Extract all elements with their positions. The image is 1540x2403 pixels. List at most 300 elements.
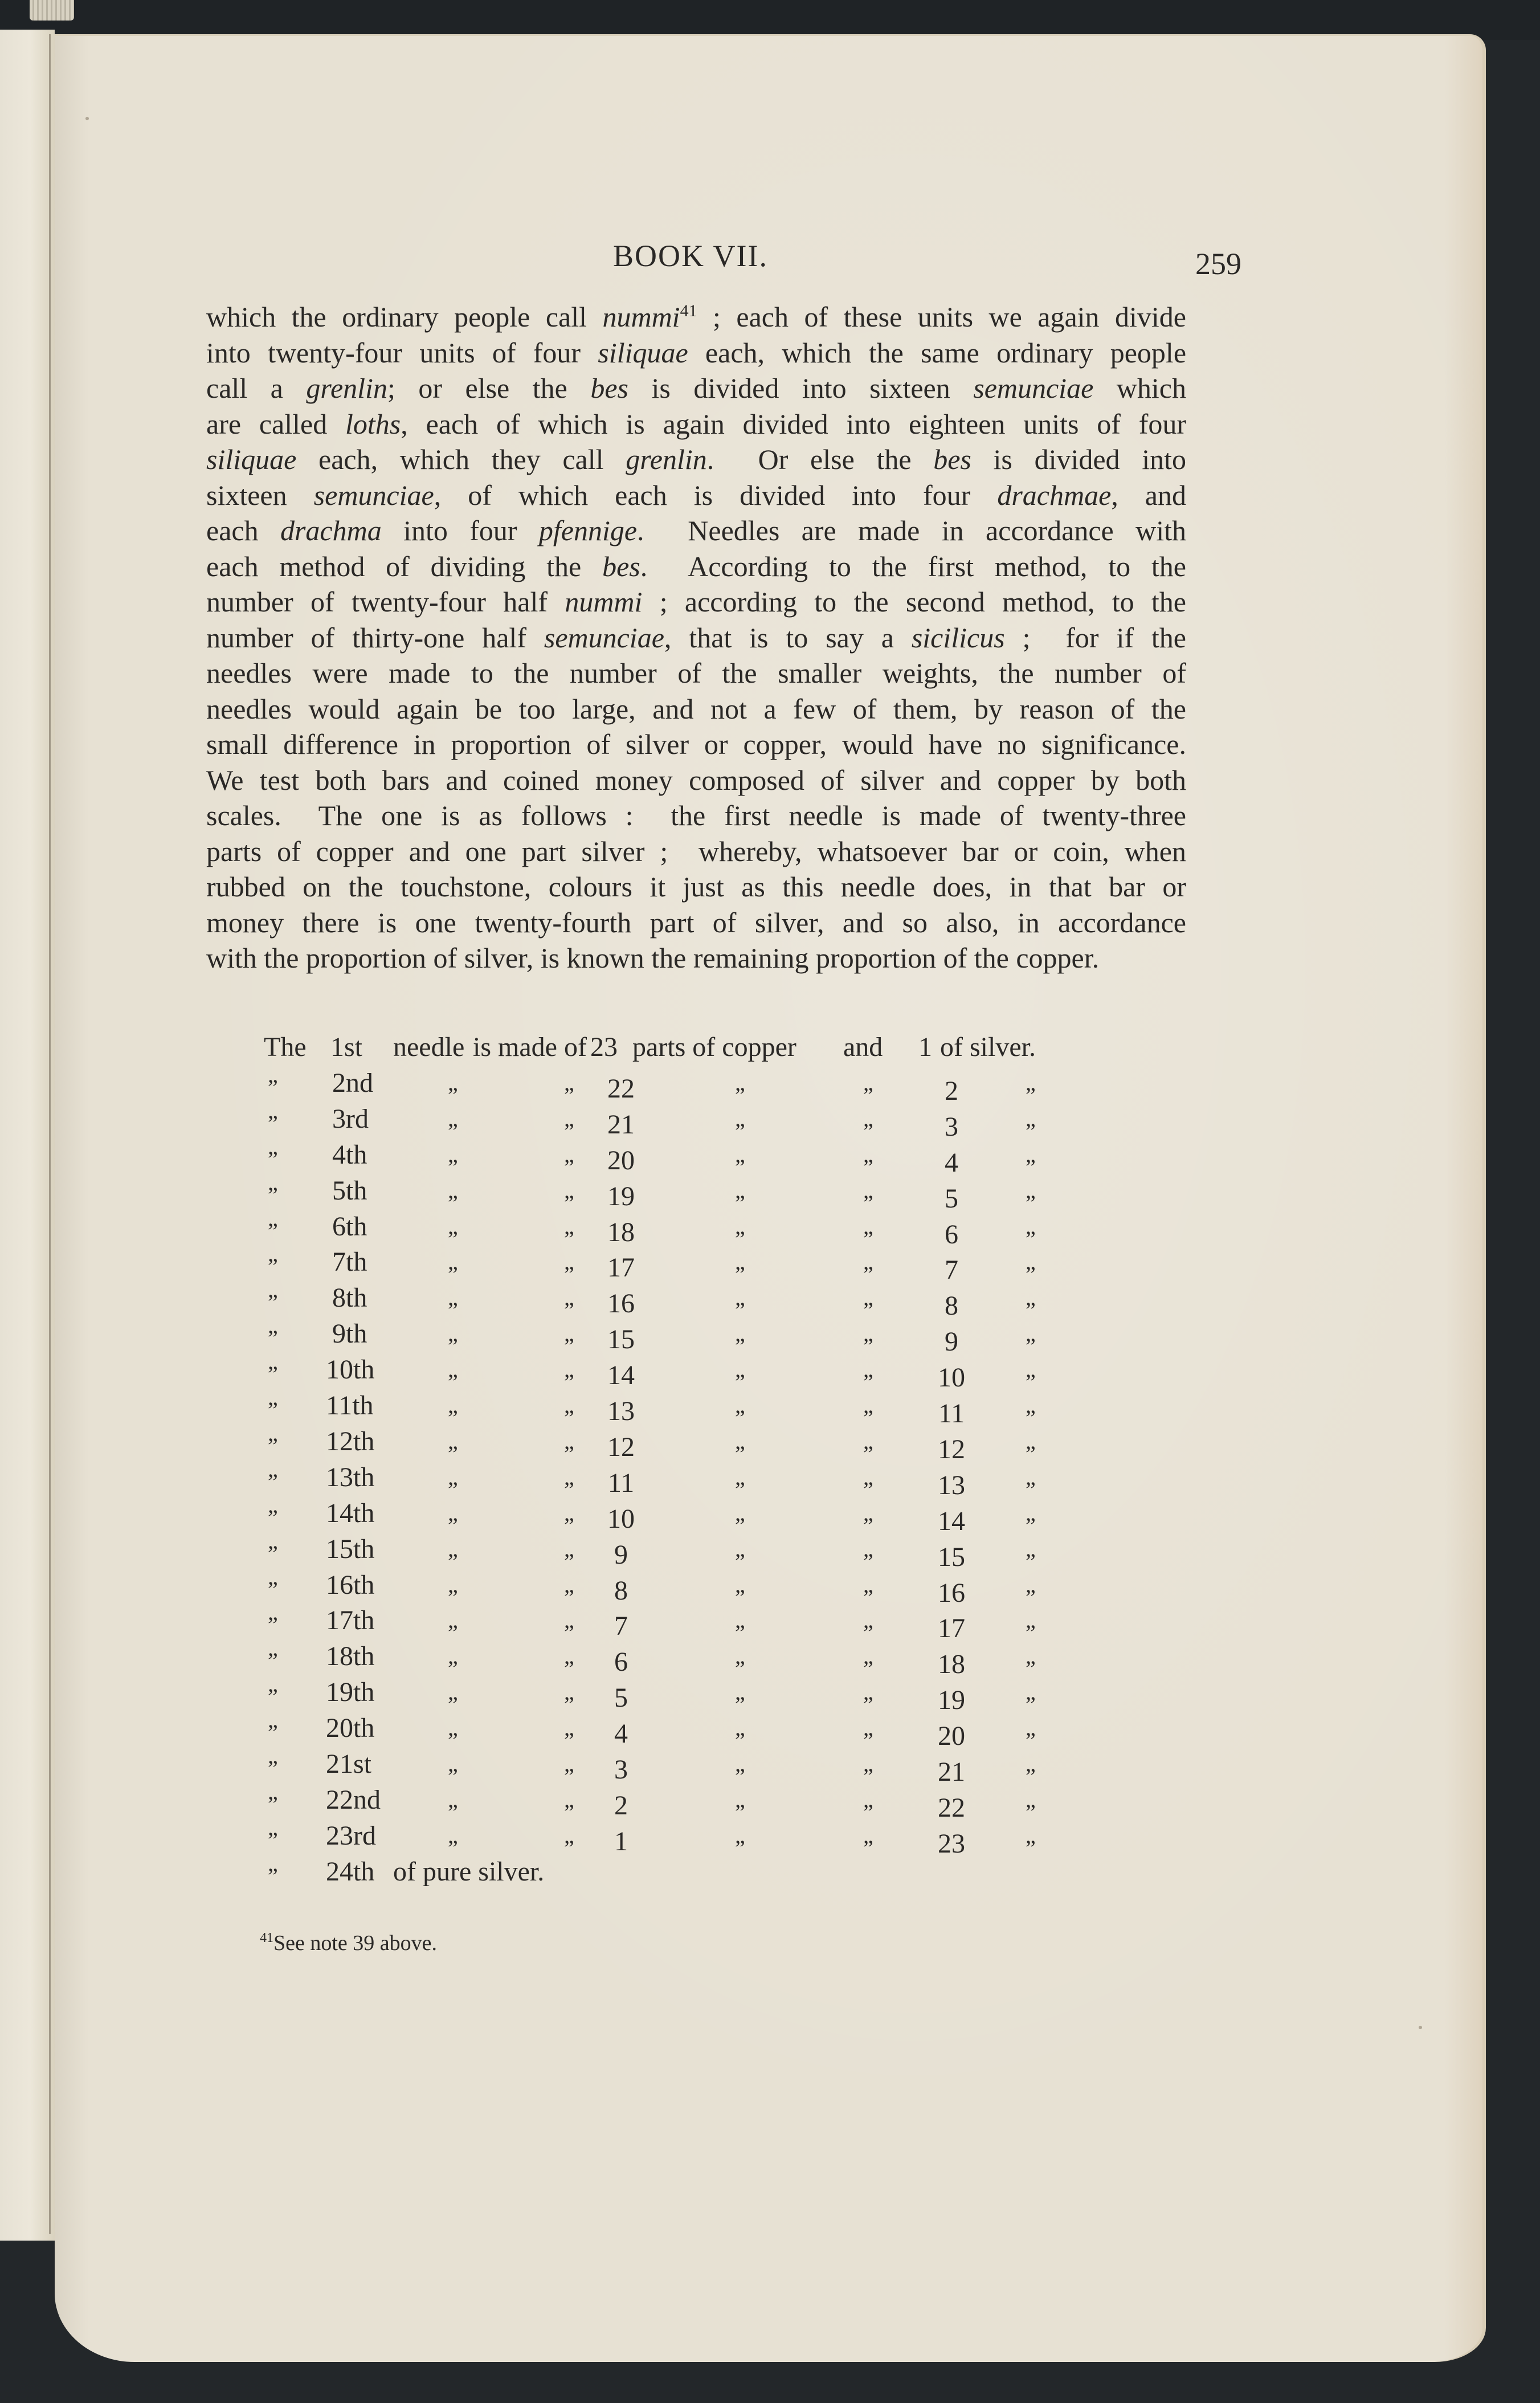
ditto-mark: ” — [735, 1082, 745, 1108]
ditto-mark: ” — [564, 1620, 574, 1646]
ditto-mark: ” — [1026, 1154, 1036, 1180]
text-run: is divided into — [971, 443, 1186, 475]
ditto-mark: ” — [448, 1656, 458, 1682]
ditto-mark: ” — [448, 1333, 458, 1360]
text-run: call a — [206, 372, 307, 404]
row-ordinal: 24th — [326, 1856, 375, 1887]
row-copper-parts: 2 — [614, 1790, 628, 1821]
table-row-last — [0, 1856, 1540, 1891]
ditto-mark: ” — [1026, 1262, 1036, 1288]
paper-speck — [85, 117, 89, 120]
row-ordinal: 8th — [332, 1283, 367, 1313]
latin-term: semunciae — [313, 479, 434, 511]
ditto-mark: ” — [448, 1512, 458, 1539]
ditto-mark: ” — [268, 1576, 278, 1602]
row-lead: The — [264, 1032, 307, 1062]
ditto-mark: ” — [564, 1333, 574, 1360]
ditto-mark: ” — [448, 1154, 458, 1180]
ditto-mark: ” — [564, 1226, 574, 1252]
table-row — [0, 1569, 1540, 1610]
ditto-mark: ” — [863, 1298, 873, 1324]
ditto-mark: ” — [268, 1361, 278, 1388]
ditto-mark: ” — [863, 1692, 873, 1718]
ditto-mark: ” — [863, 1476, 873, 1503]
ditto-mark: ” — [863, 1512, 873, 1539]
ditto-mark: ” — [735, 1799, 745, 1825]
latin-term: sicilicus — [911, 621, 1005, 654]
ditto-mark: ” — [1026, 1656, 1036, 1682]
row-copper-parts: 17 — [607, 1253, 635, 1283]
row-of-silver: of silver. — [940, 1032, 1036, 1062]
latin-term: siliquae — [598, 336, 688, 369]
table-row — [0, 1354, 1540, 1396]
ditto-mark: ” — [268, 1074, 278, 1100]
ditto-mark: ” — [735, 1441, 745, 1467]
text-run: needles would again be too large, and not a few of them, by reason of the — [206, 692, 1186, 725]
text-line — [206, 727, 1186, 762]
ditto-mark: ” — [1026, 1512, 1036, 1539]
text-line — [206, 478, 1186, 513]
ditto-mark: ” — [735, 1405, 745, 1431]
row-silver-parts: 16 — [938, 1577, 965, 1608]
row-silver-parts: 13 — [938, 1470, 965, 1500]
latin-term: bes — [933, 443, 971, 475]
row-silver-parts: 17 — [938, 1613, 965, 1644]
ditto-mark: ” — [564, 1656, 574, 1682]
row-copper-parts: 21 — [607, 1109, 635, 1140]
ditto-mark: ” — [564, 1405, 574, 1431]
ditto-mark: ” — [268, 1540, 278, 1566]
ditto-mark: ” — [268, 1863, 278, 1889]
row-ordinal: 4th — [332, 1139, 367, 1170]
ditto-mark: ” — [735, 1835, 745, 1861]
text-run: number of twenty-four half — [206, 586, 565, 618]
ditto-mark: ” — [1026, 1764, 1036, 1789]
text-line — [206, 905, 1186, 941]
table-row — [0, 1605, 1540, 1646]
text-run: with the proportion of silver, is known the remaining proportion of the copper. — [206, 942, 1100, 974]
row-copper-parts: 14 — [607, 1360, 635, 1391]
footnote-reference: 41 — [680, 301, 697, 320]
paper-speck — [1419, 2026, 1422, 2029]
text-run: which — [1093, 372, 1186, 404]
ditto-mark: ” — [268, 1110, 278, 1136]
ditto-mark: ” — [564, 1584, 574, 1610]
latin-term: grenlin — [626, 443, 707, 475]
latin-term: siliquae — [206, 443, 297, 475]
row-ordinal: 18th — [326, 1641, 375, 1672]
text-run: each, which the same ordinary people — [688, 336, 1187, 369]
ditto-mark: ” — [448, 1262, 458, 1288]
row-ordinal: 1st — [330, 1032, 363, 1062]
row-ordinal: 7th — [332, 1247, 367, 1278]
ditto-mark: ” — [735, 1226, 745, 1252]
ditto-mark: ” — [564, 1154, 574, 1180]
ditto-mark: ” — [1026, 1584, 1036, 1610]
ditto-mark: ” — [863, 1656, 873, 1682]
text-run: ; according to the second method, to the — [642, 586, 1187, 618]
ditto-mark: ” — [863, 1118, 873, 1144]
row-copper-parts: 19 — [607, 1181, 635, 1211]
table-row — [0, 1139, 1540, 1180]
row-silver-parts: 19 — [938, 1685, 965, 1716]
latin-term: bes — [602, 550, 640, 582]
row-copper-parts: 11 — [607, 1467, 635, 1498]
table-row — [0, 1103, 1540, 1144]
ditto-mark: ” — [1026, 1405, 1036, 1431]
ditto-mark: ” — [735, 1190, 745, 1216]
ditto-mark: ” — [268, 1468, 278, 1495]
running-head — [0, 238, 1540, 281]
table-row — [0, 1712, 1540, 1754]
row-ordinal: 11th — [326, 1390, 374, 1421]
ditto-mark: ” — [564, 1728, 574, 1754]
table-row — [0, 1318, 1540, 1360]
row-ordinal: 5th — [332, 1175, 367, 1206]
text-run: are called — [206, 407, 346, 440]
ditto-mark: ” — [268, 1325, 278, 1352]
ditto-mark: ” — [863, 1584, 873, 1610]
ditto-mark: ” — [448, 1799, 458, 1825]
ditto-mark: ” — [268, 1612, 278, 1638]
ditto-mark: ” — [1026, 1369, 1036, 1396]
latin-term: semunciae — [544, 621, 664, 654]
text-run: each — [206, 515, 280, 546]
latin-term: semunciae — [973, 372, 1094, 404]
row-pure-silver: of pure silver. — [393, 1856, 545, 1887]
ditto-mark: ” — [268, 1504, 278, 1531]
row-made-of: is made of — [473, 1032, 587, 1062]
text-line — [206, 762, 1186, 798]
text-run: sixteen — [206, 479, 314, 511]
row-silver-parts: 9 — [945, 1327, 958, 1357]
text-run: ; for if the — [1004, 621, 1186, 654]
body-paragraph — [206, 299, 1186, 976]
ditto-mark: ” — [268, 1720, 278, 1746]
text-line — [206, 834, 1186, 870]
table-row — [0, 1462, 1540, 1503]
ditto-mark: ” — [735, 1369, 745, 1396]
row-copper-parts: 23 — [590, 1032, 618, 1062]
row-copper-parts: 8 — [614, 1575, 628, 1606]
table-row — [0, 1676, 1540, 1718]
ditto-mark: ” — [735, 1333, 745, 1360]
ditto-mark: ” — [448, 1728, 458, 1754]
row-ordinal: 15th — [326, 1533, 375, 1564]
row-ordinal: 21st — [326, 1749, 372, 1779]
row-copper-parts: 20 — [607, 1145, 635, 1176]
text-line — [206, 869, 1186, 905]
table-row — [0, 1784, 1540, 1825]
ditto-mark: ” — [1026, 1118, 1036, 1144]
ditto-mark: ” — [564, 1369, 574, 1396]
footnote — [260, 1931, 437, 1956]
ditto-mark: ” — [564, 1118, 574, 1144]
ditto-mark: ” — [735, 1118, 745, 1144]
ditto-mark: ” — [268, 1684, 278, 1710]
text-run: . Needles are made in accordance with — [637, 515, 1186, 546]
ditto-mark: ” — [564, 1548, 574, 1574]
ditto-mark: ” — [863, 1728, 873, 1754]
footnote-marker: 41 — [260, 1931, 273, 1945]
ditto-mark: ” — [1026, 1548, 1036, 1574]
row-copper-parts: 7 — [614, 1611, 628, 1642]
ditto-mark: ” — [863, 1333, 873, 1360]
row-ordinal: 17th — [326, 1605, 375, 1636]
row-silver-parts: 6 — [945, 1219, 958, 1250]
row-silver-parts: 5 — [945, 1183, 958, 1214]
ditto-mark: ” — [863, 1154, 873, 1180]
latin-term: loths — [345, 407, 401, 440]
ditto-mark: ” — [268, 1791, 278, 1817]
row-ordinal: 12th — [326, 1426, 375, 1457]
text-run: . Or else the — [706, 443, 934, 475]
text-run: each method of dividing the — [206, 550, 603, 582]
row-ordinal: 9th — [332, 1319, 367, 1349]
table-row — [0, 1175, 1540, 1216]
row-silver-parts: 20 — [938, 1721, 965, 1752]
ditto-mark: ” — [448, 1082, 458, 1108]
row-copper-parts: 1 — [614, 1826, 628, 1857]
text-run: ; each of these units we again divide — [697, 301, 1186, 333]
ditto-mark: ” — [564, 1835, 574, 1861]
ditto-mark: ” — [448, 1226, 458, 1252]
row-silver-parts: 18 — [938, 1649, 965, 1680]
text-run: number of thirty-one half — [206, 621, 544, 654]
ditto-mark: ” — [564, 1298, 574, 1324]
latin-term: nummi — [565, 586, 643, 618]
table-row — [0, 1426, 1540, 1467]
table-row — [0, 1820, 1540, 1861]
ditto-mark: ” — [564, 1441, 574, 1467]
row-silver-parts: 2 — [945, 1075, 958, 1106]
ditto-mark: ” — [735, 1764, 745, 1789]
row-silver-parts: 15 — [938, 1541, 965, 1572]
ditto-mark: ” — [564, 1799, 574, 1825]
ditto-mark: ” — [863, 1369, 873, 1396]
row-copper-parts: 6 — [614, 1647, 628, 1678]
book-headband — [30, 0, 74, 21]
row-ordinal: 20th — [326, 1713, 375, 1744]
text-run: , that is to say a — [664, 621, 912, 654]
text-run: each, which they call — [296, 443, 626, 475]
text-run: rubbed on the touchstone, colours it just as this needle does, in that bar or — [206, 871, 1186, 903]
ditto-mark: ” — [268, 1397, 278, 1423]
ditto-mark: ” — [448, 1190, 458, 1216]
text-line — [206, 406, 1186, 442]
ditto-mark: ” — [1026, 1226, 1036, 1252]
ditto-mark: ” — [564, 1262, 574, 1288]
ditto-mark: ” — [863, 1190, 873, 1216]
row-ordinal: 2nd — [332, 1067, 373, 1098]
row-silver-parts: 3 — [945, 1111, 958, 1142]
text-run: into four — [381, 515, 539, 546]
ditto-mark: ” — [863, 1082, 873, 1108]
row-copper-parts: 4 — [614, 1719, 628, 1749]
ditto-mark: ” — [1026, 1692, 1036, 1718]
ditto-mark: ” — [863, 1620, 873, 1646]
ditto-mark: ” — [1026, 1799, 1036, 1825]
ditto-mark: ” — [564, 1190, 574, 1216]
ditto-mark: ” — [1026, 1476, 1036, 1503]
row-copper-parts: 16 — [607, 1288, 635, 1319]
ditto-mark: ” — [448, 1298, 458, 1324]
row-ordinal: 10th — [326, 1355, 375, 1385]
ditto-mark: ” — [735, 1548, 745, 1574]
row-copper-parts: 12 — [607, 1431, 635, 1462]
table-row — [0, 1641, 1540, 1682]
table-row — [0, 1067, 1540, 1108]
text-run: ; or else the — [387, 372, 591, 404]
ditto-mark: ” — [863, 1262, 873, 1288]
ditto-mark: ” — [863, 1441, 873, 1467]
page-number: 259 — [1195, 247, 1241, 281]
ditto-mark: ” — [1026, 1835, 1036, 1861]
text-line — [206, 940, 1186, 976]
text-line — [206, 584, 1186, 620]
text-line — [206, 299, 1186, 335]
ditto-mark: ” — [735, 1584, 745, 1610]
text-line — [206, 691, 1186, 727]
ditto-mark: ” — [268, 1218, 278, 1244]
table-row — [0, 1282, 1540, 1324]
row-ordinal: 19th — [326, 1677, 375, 1708]
row-silver-parts: 10 — [938, 1362, 965, 1393]
ditto-mark: ” — [735, 1512, 745, 1539]
ditto-mark: ” — [268, 1146, 278, 1172]
row-silver-parts: 23 — [938, 1828, 965, 1859]
text-line — [206, 370, 1186, 406]
text-run: , and — [1111, 479, 1186, 511]
row-copper-parts: 15 — [607, 1324, 635, 1355]
text-run: which the ordinary people call — [206, 301, 603, 333]
footnote-text: See note 39 above. — [273, 1931, 438, 1955]
ditto-mark: ” — [735, 1620, 745, 1646]
latin-term: grenlin — [306, 372, 387, 404]
ditto-mark: ” — [268, 1648, 278, 1674]
ditto-mark: ” — [863, 1764, 873, 1789]
ditto-mark: ” — [735, 1476, 745, 1503]
text-run: small difference in proportion of silver or copper, would have no significance. — [206, 728, 1186, 760]
ditto-mark: ” — [863, 1799, 873, 1825]
table-row — [0, 1533, 1540, 1574]
text-run: money there is one twenty-fourth part of silver, and so also, in accordance — [206, 906, 1186, 939]
ditto-mark: ” — [448, 1835, 458, 1861]
ditto-mark: ” — [564, 1764, 574, 1789]
latin-term: nummi — [602, 301, 680, 333]
latin-term: drachma — [280, 515, 382, 546]
text-run: scales. The one is as follows : the first needle is made of twenty-three — [206, 799, 1186, 831]
row-and: and — [843, 1032, 883, 1062]
row-copper-parts: 10 — [607, 1503, 635, 1534]
text-run: , each of which is again divided into eighteen units of four — [401, 407, 1186, 440]
text-line — [206, 798, 1186, 834]
ditto-mark: ” — [1026, 1441, 1036, 1467]
text-run: , of which each is divided into four — [434, 479, 998, 511]
text-run: needles were made to the number of the smaller weights, the number of — [206, 657, 1186, 689]
ditto-mark: ” — [735, 1728, 745, 1754]
row-ordinal: 14th — [326, 1498, 375, 1528]
text-run: is divided into sixteen — [628, 372, 974, 404]
row-silver-parts: 12 — [938, 1434, 965, 1464]
table-row — [0, 1748, 1540, 1789]
table-row — [0, 1390, 1540, 1431]
ditto-mark: ” — [1026, 1082, 1036, 1108]
row-copper-parts: 18 — [607, 1217, 635, 1247]
ditto-mark: ” — [564, 1082, 574, 1108]
row-needle-word: needle — [393, 1032, 465, 1062]
ditto-mark: ” — [564, 1692, 574, 1718]
row-silver-parts: 1 — [918, 1032, 932, 1062]
latin-term: drachmae — [997, 479, 1112, 511]
table-row — [0, 1211, 1540, 1252]
text-run: We test both bars and coined money composed of silver and copper by both — [206, 764, 1186, 796]
ditto-mark: ” — [735, 1692, 745, 1718]
text-line — [206, 549, 1186, 585]
latin-term: pfennige — [538, 515, 638, 546]
ditto-mark: ” — [448, 1369, 458, 1396]
ditto-mark: ” — [735, 1298, 745, 1324]
ditto-mark: ” — [268, 1254, 278, 1280]
ditto-mark: ” — [1026, 1333, 1036, 1360]
ditto-mark: ” — [268, 1827, 278, 1853]
ditto-mark: ” — [448, 1548, 458, 1574]
row-copper-parts: 5 — [614, 1683, 628, 1713]
row-silver-parts: 14 — [938, 1506, 965, 1536]
row-silver-parts: 21 — [938, 1757, 965, 1787]
ditto-mark: ” — [268, 1182, 278, 1208]
row-silver-parts: 22 — [938, 1792, 965, 1823]
text-run: parts of copper and one part silver ; whereby, whatsoever bar or coin, when — [206, 835, 1186, 867]
ditto-mark: ” — [268, 1290, 278, 1316]
ditto-mark: ” — [863, 1548, 873, 1574]
table-row — [0, 1246, 1540, 1288]
table-row-first — [0, 1031, 1540, 1067]
ditto-mark: ” — [448, 1620, 458, 1646]
ditto-mark: ” — [448, 1476, 458, 1503]
ditto-mark: ” — [863, 1226, 873, 1252]
row-copper-parts: 9 — [614, 1539, 628, 1570]
ditto-mark: ” — [564, 1476, 574, 1503]
ditto-mark: ” — [268, 1433, 278, 1459]
row-parts-of-copper: parts of copper — [632, 1032, 796, 1062]
row-copper-parts: 22 — [607, 1073, 635, 1104]
row-copper-parts: 3 — [614, 1755, 628, 1785]
row-silver-parts: 11 — [938, 1398, 965, 1429]
ditto-mark: ” — [1026, 1298, 1036, 1324]
ditto-mark: ” — [735, 1262, 745, 1288]
row-ordinal: 23rd — [326, 1820, 376, 1851]
row-ordinal: 3rd — [332, 1103, 369, 1134]
row-copper-parts: 13 — [607, 1396, 635, 1426]
ditto-mark: ” — [863, 1405, 873, 1431]
ditto-mark: ” — [448, 1764, 458, 1789]
text-line — [206, 335, 1186, 371]
ditto-mark: ” — [448, 1441, 458, 1467]
row-ordinal: 16th — [326, 1569, 375, 1600]
ditto-mark: ” — [735, 1154, 745, 1180]
ditto-mark: ” — [564, 1512, 574, 1539]
ditto-mark: ” — [448, 1584, 458, 1610]
row-silver-parts: 8 — [945, 1291, 958, 1321]
text-line — [206, 620, 1186, 656]
ditto-mark: ” — [448, 1692, 458, 1718]
ditto-mark: ” — [1026, 1620, 1036, 1646]
ditto-mark: ” — [863, 1835, 873, 1861]
row-silver-parts: 7 — [945, 1255, 958, 1286]
ditto-mark: ” — [735, 1656, 745, 1682]
ditto-mark: ” — [448, 1118, 458, 1144]
